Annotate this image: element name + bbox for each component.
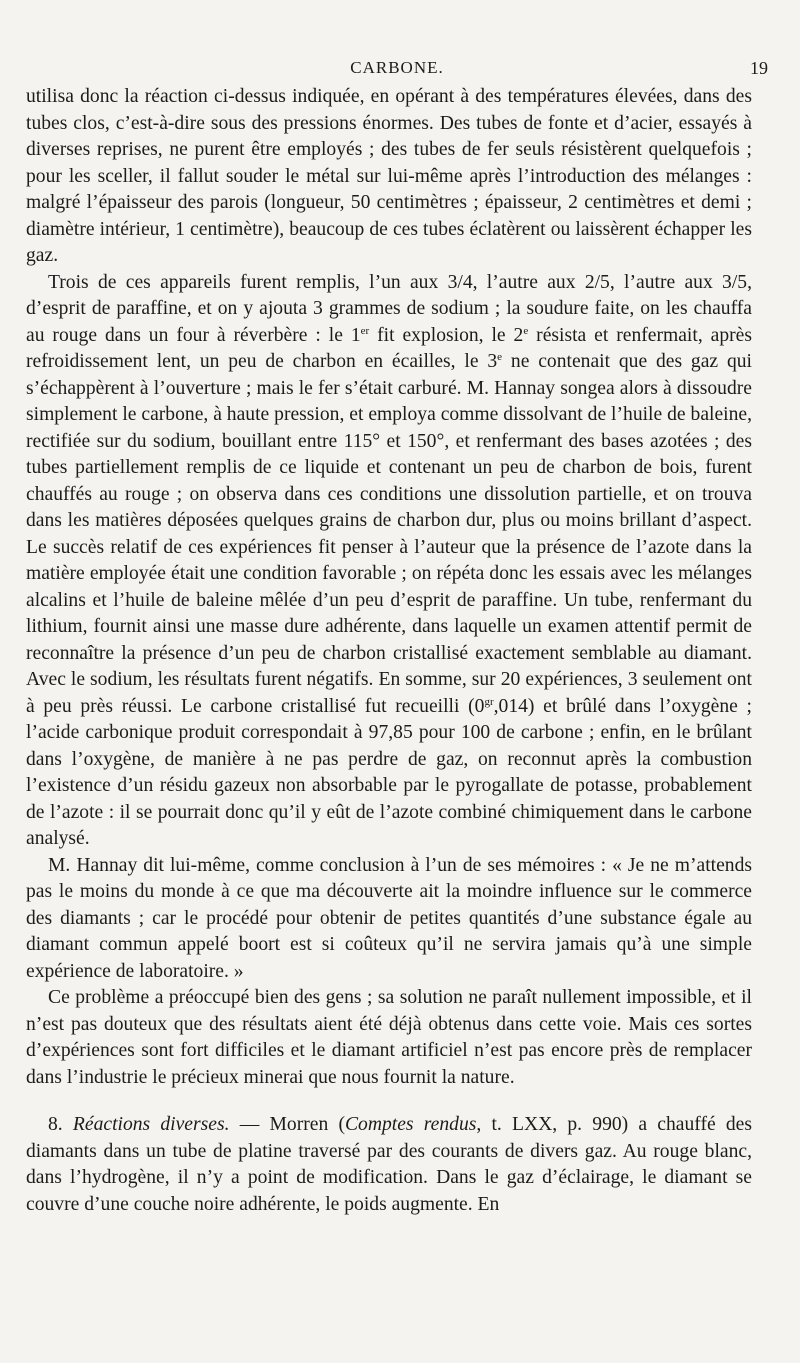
text-run: Trois de ces appareils furent remplis, l’un aux 3/4, l’autre aux 2/5, l’autre aux 3/5, d’esprit de paraffine, et on y ajouta 3 grammes de sodium ; la soudure faite, on les chauffa au rouge dans un four à réverbère : le 1 — [26, 271, 752, 346]
superscript: er — [360, 324, 370, 337]
text-run: , t. LXX, p. 990) a chauffé des diamants dans un tube de platine traversé par des courants de divers gaz. Au rouge blanc, dans l’hydrogène, il n’y a point de modification. Dans le gaz d’éclairage, le diamant se couvre d’une couche noire adhérente, le poids augmente. En — [26, 1114, 752, 1215]
superscript: e — [497, 351, 503, 363]
running-title: CARBONE. — [350, 58, 444, 77]
paragraph: M. Hannay dit lui-même, comme conclusion à l’un de ses mémoires : « Je ne m’attends pas le moins du monde à ce que ma découverte ait la moindre influence sur le commerce des diamants ; car le procédé pour obtenir de petites quantités d’une substance égale au diamant commun appelé boort est si coûteux qu’il ne servira jamais qu’à une simple expérience de laboratoire. » — [26, 854, 752, 982]
text-run: Morren ( — [269, 1114, 345, 1135]
superscript: gr — [484, 695, 494, 708]
section-8-paragraph — [26, 1112, 752, 1218]
paragraph: utilisa donc la réaction ci-dessus indiquée, en opérant à des températures élevées, dans des tubes clos, c’est-à-dire sous des pressions énormes. Des tubes de fonte et d’acier, essayés à diverses reprises, ne purent être employés ; des tubes de fer seuls résistèrent quelquefois ; pour les sceller, il fallut souder le métal sur lui-même après l’introduction des mélanges : malgré l’épaisseur des parois (longueur, 50 centimètres ; épaisseur, 2 centimètres et demi ; diamètre intérieur, 1 centimètre), beaucoup de ces tubes éclatèrent ou laissèrent échapper les gaz. — [26, 86, 752, 266]
text-run: ,014) et brûlé dans l’oxygène ; l’acide carbonique produit correspondait à 97,85 pour 100 de carbone ; enfin, en le brûlant dans l’oxygène, de manière à ne pas perdre de gaz, on reconnut après la combustion l’existence d’un résidu gazeux non absorbable par le pyrogallate de potasse, probablement de l’azote : il se pourrait donc qu’il y eût de l’azote combiné chimiquement dans le carbone analysé. — [26, 695, 752, 849]
em-dash: — — [239, 1114, 260, 1135]
page-number: 19 — [750, 58, 768, 78]
superscript: e — [523, 324, 529, 337]
journal-title: Comptes rendus — [344, 1114, 477, 1135]
text-run: résista et renfermait, après refroidissement lent, un peu de charbon en écailles, le 3 — [26, 324, 752, 372]
section-title: Réactions diverses. — [72, 1114, 230, 1135]
paragraph: Ce problème a préoccupé bien des gens ; sa solution ne paraît nullement impossible, et il n’est pas douteux que des résultats aient été déjà obtenus dans cette voie. Mais ces sortes d’expériences sont fort difficiles et le diamant artificiel n’est pas encore près de remplacer dans l’industrie le précieux minerai que nous fournit la nature. — [26, 987, 752, 1088]
text-run: ne contenait que des gaz qui s’échappèrent à l’ouverture ; mais le fer s’était carburé. M. Hannay songea alors à dissoudre simplement le carbone, à haute pression, et employa comme dissolvant de l’huile de baleine, rectifiée sur du sodium, bouillant entre 115° et 150°, et renfermant des bases azotées ; des tubes partiellement remplis de ce liquide et contenant un peu de charbon de bois, furent chauffés au rouge ; on observa dans ces conditions une dissolution partielle, et on trouva dans les matières déposées quelques grains de charbon dur, plus ou moins brillant d’aspect. Le succès relatif de ces expériences fit penser à l’auteur que la présence de l’azote dans la matière employée était une condition favorable ; on répéta donc les essais avec les mélanges alcalins et l’huile de baleine mêlée d’un peu d’esprit de paraffine. Un tube, renfermant du lithium, fournit ainsi une masse dure adhérente, dans laquelle un examen attentif permit de reconnaître la présence d’un peu de charbon cristallisé exactement semblable au diamant. Avec le sodium, les résultats furent négatifs. En somme, sur 20 expériences, 3 seulement ont à peu près réussi. Le carbone cristallisé fut recueilli (0 — [26, 351, 752, 717]
text-run: fit explosion, le 2 — [369, 324, 524, 346]
paragraph — [26, 270, 752, 853]
body-text — [26, 84, 752, 1218]
section-number: 8. — [48, 1114, 63, 1135]
